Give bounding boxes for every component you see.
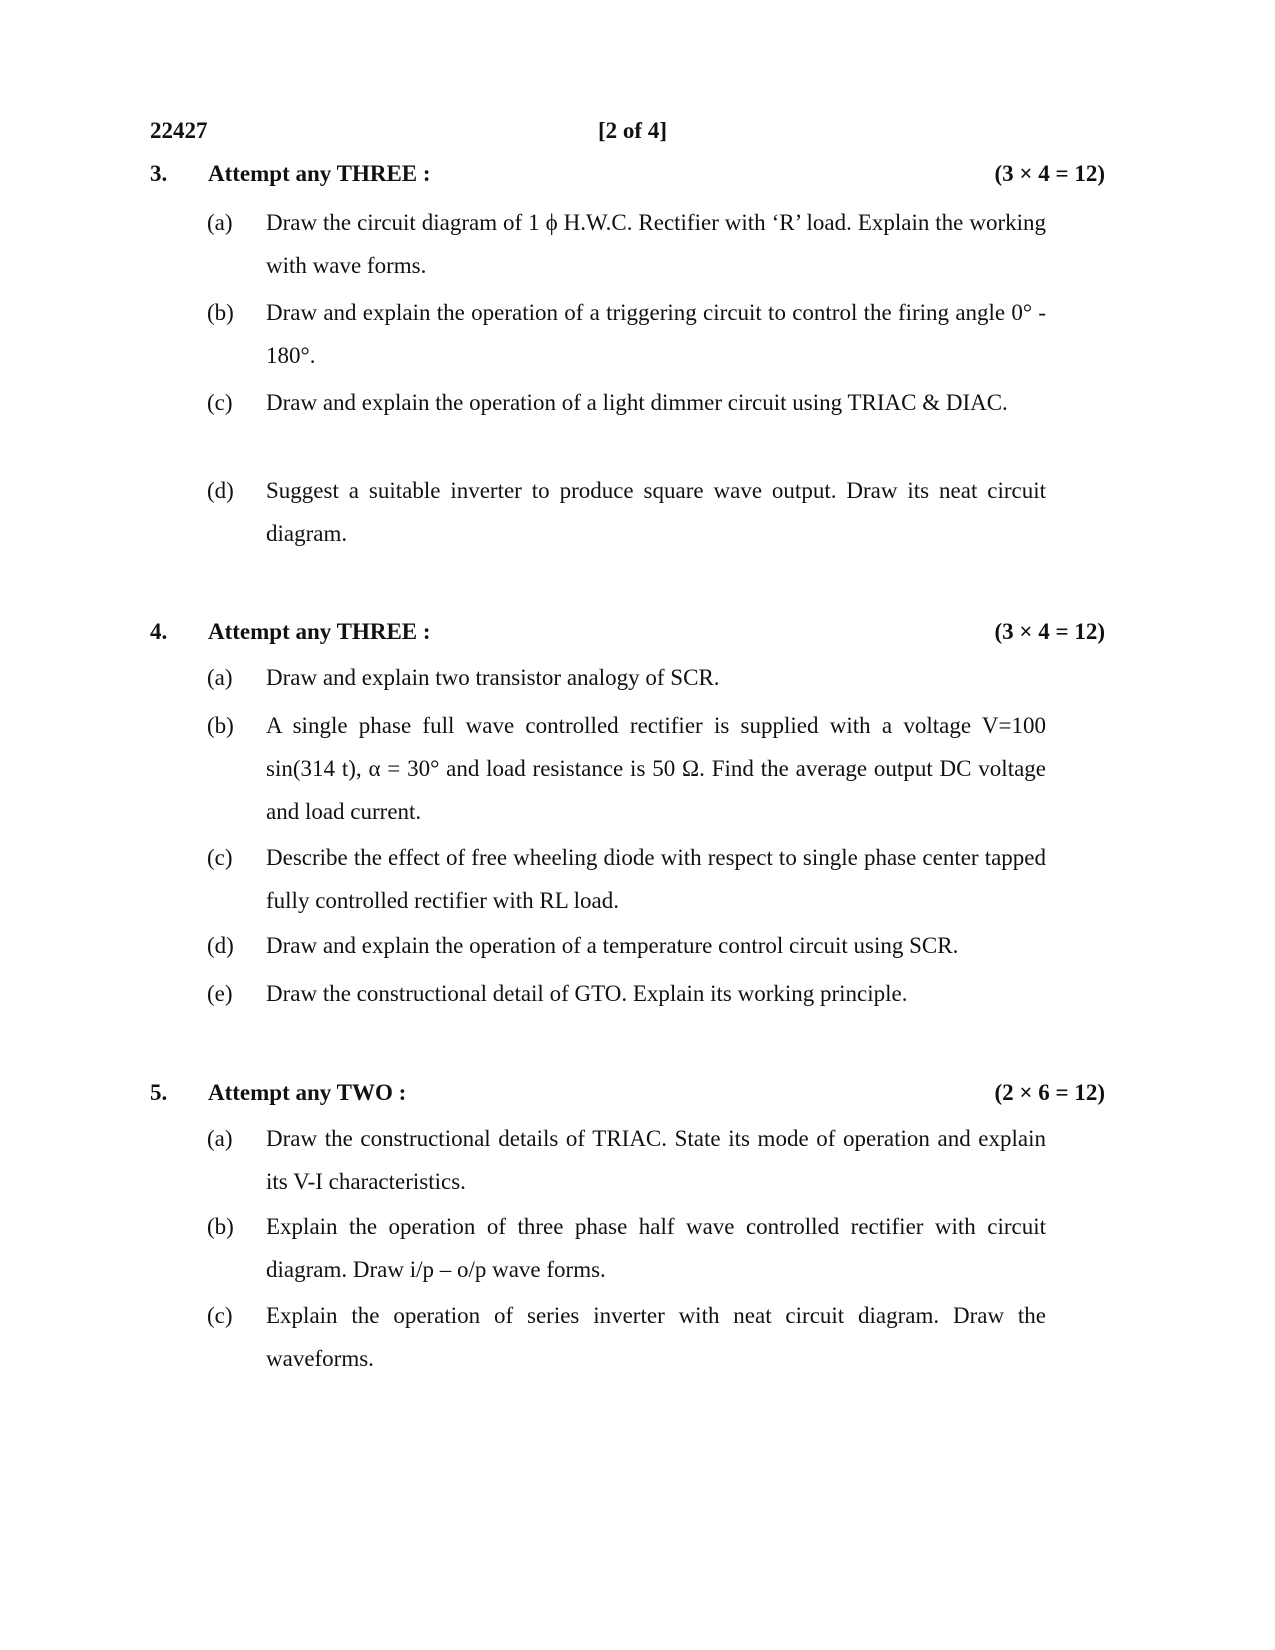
question-4-heading	[0, 617, 1275, 647]
part-label: (a)	[207, 665, 233, 690]
part-text: Draw and explain two transistor analogy of SCR.	[266, 665, 720, 690]
paper-code: 22427	[150, 118, 208, 143]
question-marks: (3 × 4 = 12)	[994, 161, 1105, 186]
part-label: (c)	[207, 390, 233, 415]
question-number: 5.	[150, 1080, 168, 1105]
part-label: (d)	[207, 933, 234, 958]
part-label: (a)	[207, 210, 233, 235]
part-label: (d)	[207, 478, 234, 503]
page-indicator: [2 of 4]	[598, 118, 667, 143]
question-marks: (3 × 4 = 12)	[994, 619, 1105, 644]
part-label: (b)	[207, 300, 234, 325]
part-text: Explain the operation of three phase half wave controlled rectifier with circuit diagram. Draw i/p – o/p wave forms.	[266, 1214, 1046, 1282]
part-text: Draw and explain the operation of a triggering circuit to control the firing angle 0° - 180°.	[266, 300, 1046, 368]
question-number: 4.	[150, 619, 168, 644]
part-label: (c)	[207, 1303, 233, 1328]
part-text: Draw and explain the operation of a temperature control circuit using SCR.	[266, 933, 959, 958]
question-number: 3.	[150, 161, 168, 186]
part-label: (c)	[207, 845, 233, 870]
part-text: Draw the constructional detail of GTO. Explain its working principle.	[266, 981, 908, 1006]
part-label: (b)	[207, 713, 234, 738]
part-text: Draw and explain the operation of a light dimmer circuit using TRIAC & DIAC.	[266, 390, 1008, 415]
question-3-heading	[0, 159, 1275, 189]
part-text: Draw the circuit diagram of 1 ϕ H.W.C. Rectifier with ‘R’ load. Explain the working with wave forms.	[266, 210, 1046, 278]
question-5-heading	[0, 1078, 1275, 1108]
part-label: (e)	[207, 981, 233, 1006]
question-instruction: Attempt any TWO :	[208, 1080, 407, 1105]
part-text: Draw the constructional details of TRIAC. State its mode of operation and explain its V-I characteristics.	[266, 1126, 1046, 1194]
question-marks: (2 × 6 = 12)	[994, 1080, 1105, 1105]
part-text: A single phase full wave controlled rectifier is supplied with a voltage V=100 sin(314 t), α = 30° and load resistance is 50 Ω. Find the average output DC voltage and load current.	[266, 713, 1046, 824]
part-text: Suggest a suitable inverter to produce square wave output. Draw its neat circuit diagram.	[266, 478, 1046, 546]
part-text: Explain the operation of series inverter with neat circuit diagram. Draw the waveforms.	[266, 1303, 1046, 1371]
question-instruction: Attempt any THREE :	[208, 619, 431, 644]
part-text: Describe the effect of free wheeling diode with respect to single phase center tapped fully controlled rectifier with RL load.	[266, 845, 1046, 913]
part-label: (a)	[207, 1126, 233, 1151]
question-instruction: Attempt any THREE :	[208, 161, 431, 186]
part-label: (b)	[207, 1214, 234, 1239]
